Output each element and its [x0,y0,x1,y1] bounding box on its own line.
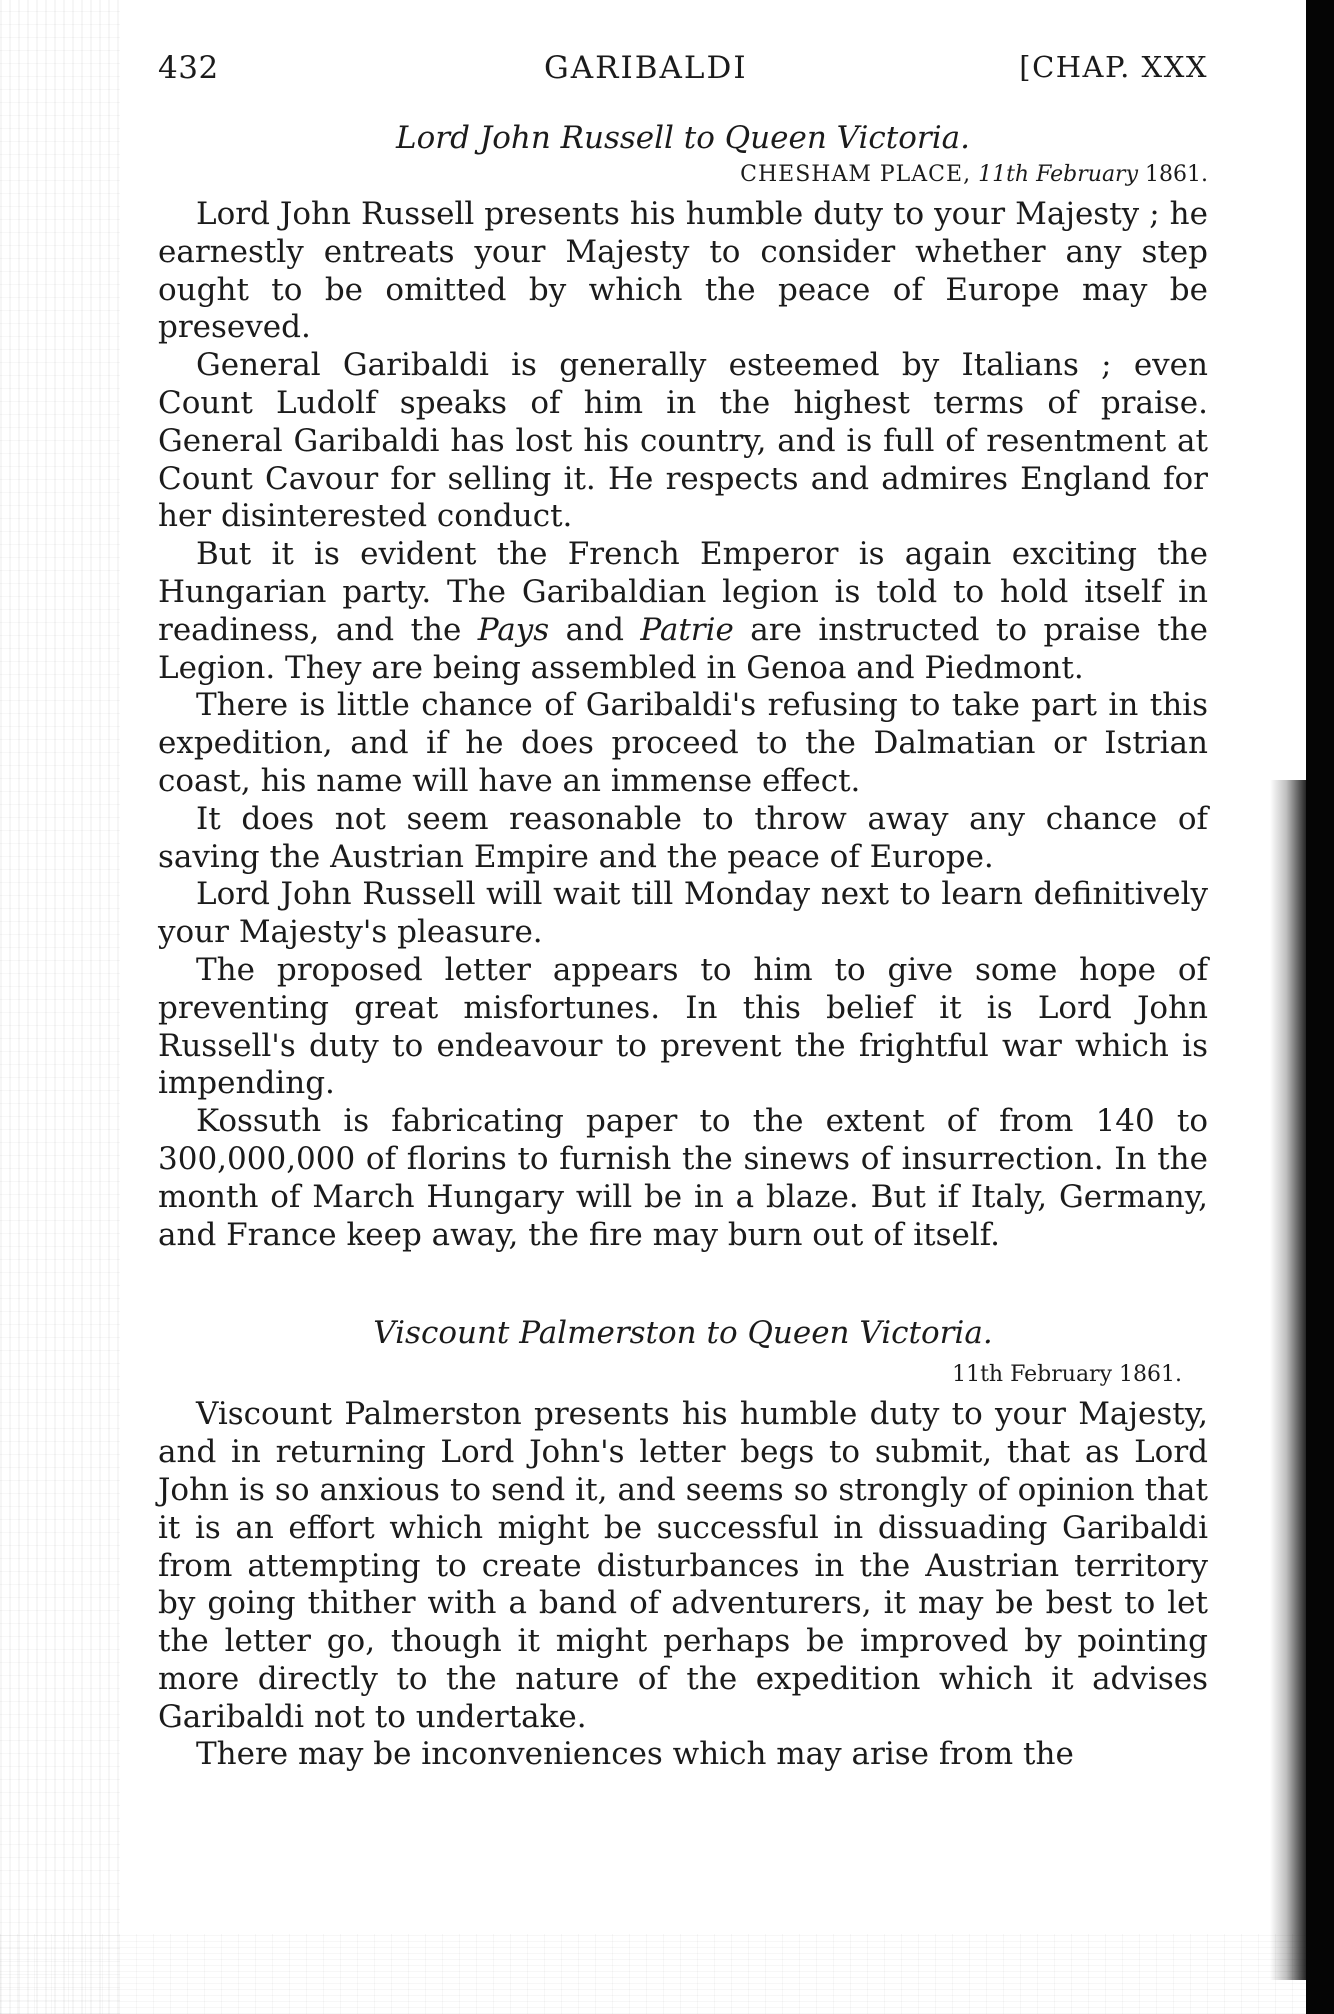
paragraph: Lord John Russell presents his humble duty to your Majesty ; he earnestly entreats your Majesty to consider whether any step ought to be omitted by which the peace of Europe may be preseved. [158,196,1208,346]
page-gutter-shadow [1270,780,1306,1980]
letter-heading-palmerston: Viscount Palmerston to Queen Victoria. [373,1315,993,1352]
page-binding-edge [1306,0,1334,2014]
dateline-day: 11th [952,1362,1004,1388]
scan-bottom-texture [0,1934,1334,2014]
paragraph: Kossuth is fabricating paper to the extent of from 140 to 300,000,000 of florins to furnish the sinews of insurrection. In the month of March Hungary will be in a blaze. But if Italy, Germany, and France keep away, the fire may burn out of itself. [158,1103,1208,1253]
paragraph: Viscount Palmerston presents his humble duty to your Majesty, and in returning Lord John's letter begs to submit, that as Lord John is so anxious to send it, and seems so strongly of opinion that it is an effort which might be successful in dissuading Garibaldi from attempting to create disturbances in the Austrian territory by going thither with a band of adventurers, it may be best to let the letter go, though it might perhaps be improved by pointing more directly to the nature of the expedition which it advises Garibaldi not to undertake. [158,1396,1208,1735]
dateline-month: February [1036,162,1139,187]
running-title: GARIBALDI [544,50,748,86]
dateline-palmerston [158,1360,1182,1390]
dateline-year: 1861. [1119,1362,1182,1388]
paragraph: There may be inconveniences which may arise from the [196,1736,1074,1773]
scan-edge-texture [0,0,120,2014]
chapter-label: [CHAP. XXX [1019,50,1208,84]
dateline-month: February [1010,1362,1113,1388]
paragraph: The proposed letter appears to him to give some hope of preventing great misfortunes. In this belief it is Lord John Russell's duty to endeavour to prevent the frightful war which is impending. [158,951,1208,1102]
newspaper-title-pays: Pays [477,611,550,648]
dateline-russell [158,160,1208,190]
page-number: 432 [158,50,219,86]
section-spacer [158,1254,1208,1314]
dateline-year: 1861. [1145,162,1208,187]
dateline-day: 11th [978,162,1030,187]
paragraph: There is little chance of Garibaldi's refusing to take part in this expedition, and if he does proceed to the Dalmatian or Istrian coast, his name will have an immense effect. [158,687,1208,799]
paragraph-text: But it is evident the French Emperor is again exciting the Hungarian party. The Garibaldian legion is told to hold itself in readiness, and the [158,536,1208,648]
dateline-place: CHESHAM PLACE, [740,162,972,187]
paragraph [158,536,1208,687]
letter-heading-russell: Lord John Russell to Queen Victoria. [396,120,970,156]
paragraph: General Garibaldi is generally esteemed by Italians ; even Count Ludolf speaks of him in the highest terms of praise. General Garibaldi has lost his country, and is full of resentment at Count Cavour for selling it. He respects and admires England for her disinterested conduct. [158,347,1208,535]
newspaper-title-patrie: Patrie [640,611,734,648]
paragraph: Lord John Russell will wait till Monday next to learn definitively your Majesty's pleasure. [158,876,1208,951]
paragraph-text: are instructed to praise the Legion. They are being assembled in Genoa and Piedmont. [158,611,1208,686]
running-header [158,44,1208,98]
paragraph: It does not seem reasonable to throw away any chance of saving the Austrian Empire and the peace of Europe. [158,800,1208,875]
paragraph-text: and [549,611,641,648]
book-page [158,44,1208,1774]
